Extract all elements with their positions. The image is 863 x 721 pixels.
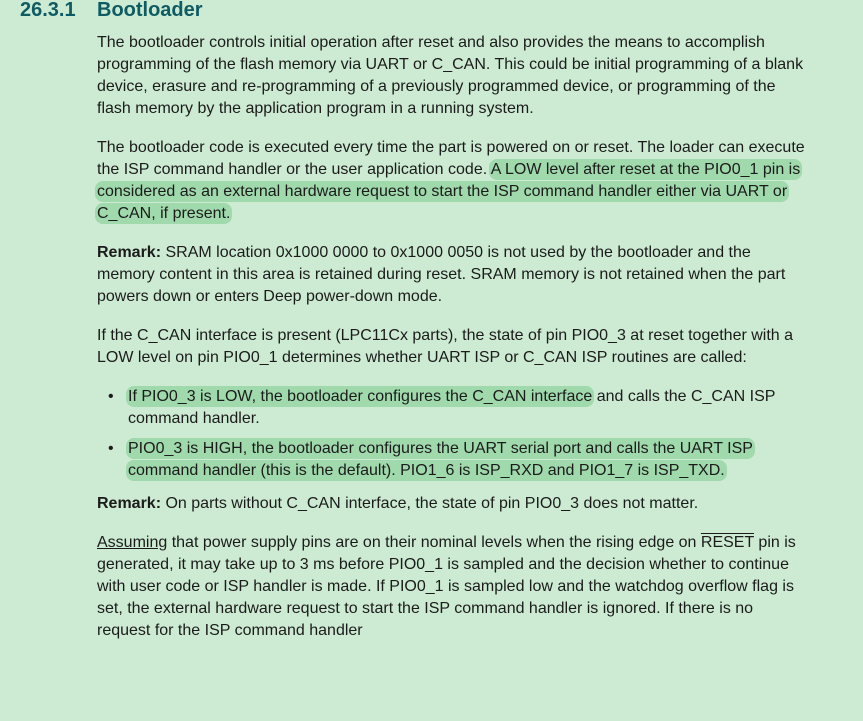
paragraph-power-supply — [97, 532, 807, 642]
paragraph-intro: The bootloader controls initial operation after reset and also provides the means to accomplish programming of the flash memory via UART or C_CAN. This could be initial programming of a blank device, erasure and re-programming of a previously programmed device, or programming of the flash memory by the application program in a running system. — [97, 34, 804, 117]
remark-text: SRAM location 0x1000 0000 to 0x1000 0050 is not used by the bootloader and the memory content in this area is retained during reset. SRAM memory is not retained when the part powers down or enters Deep power-down mode. — [97, 244, 786, 305]
paragraph-bootloader-execution — [97, 137, 807, 225]
underlined-word: Assuming — [97, 534, 168, 551]
reset-signal-name: RESET — [700, 534, 754, 551]
bullet-icon: • — [108, 440, 114, 457]
list-item-text: and calls the C_CAN ISP command handler. — [128, 388, 776, 427]
remark-sram — [97, 242, 807, 308]
section-title: Bootloader — [97, 0, 203, 21]
remark-label: Remark: — [97, 495, 162, 512]
highlighted-text: If PIO0_3 is LOW, the bootloader configures the C_CAN interface — [128, 388, 593, 405]
highlighted-text: A LOW level after reset at the PIO0_1 pin is considered as an external hardware request to start the ISP command handler either via UART or C_CAN, if present. — [97, 161, 801, 222]
list-item — [97, 438, 807, 482]
paragraph-text: The bootloader code is executed every time the part is powered on or reset. The loader can execute the ISP command handler or the user application code. — [97, 139, 805, 178]
bullet-list — [97, 386, 807, 482]
list-item — [97, 386, 807, 430]
highlighted-text: PIO0_3 is HIGH, the bootloader configures the UART serial port and calls the UART ISP command handler (this is the default). PIO1_6 is ISP_RXD and PIO1_7 is ISP_TXD. — [128, 440, 753, 479]
paragraph-can-interface: If the C_CAN interface is present (LPC11Cx parts), the state of pin PIO0_3 at reset together with a LOW level on pin PIO0_1 determines whether UART ISP or C_CAN ISP routines are called: — [97, 327, 794, 366]
remark-label: Remark: — [97, 244, 162, 261]
remark-text: On parts without C_CAN interface, the state of pin PIO0_3 does not matter. — [161, 495, 699, 512]
section-body — [97, 32, 807, 659]
section-heading — [20, 0, 203, 24]
paragraph-text: pin is generated, it may take up to 3 ms before PIO0_1 is sampled and the decision whether to continue with user code or ISP handler is made. If PIO0_1 is sampled low and the watchdog overflow flag is set, the external hardware request to start the ISP command handler is ignored. If there is no request for the ISP command handler — [97, 534, 796, 639]
bullet-icon: • — [108, 388, 114, 405]
paragraph-text: that power supply pins are on their nominal levels when the rising edge on — [167, 534, 701, 551]
remark-no-can — [97, 493, 807, 515]
section-number: 26.3.1 — [20, 0, 76, 21]
